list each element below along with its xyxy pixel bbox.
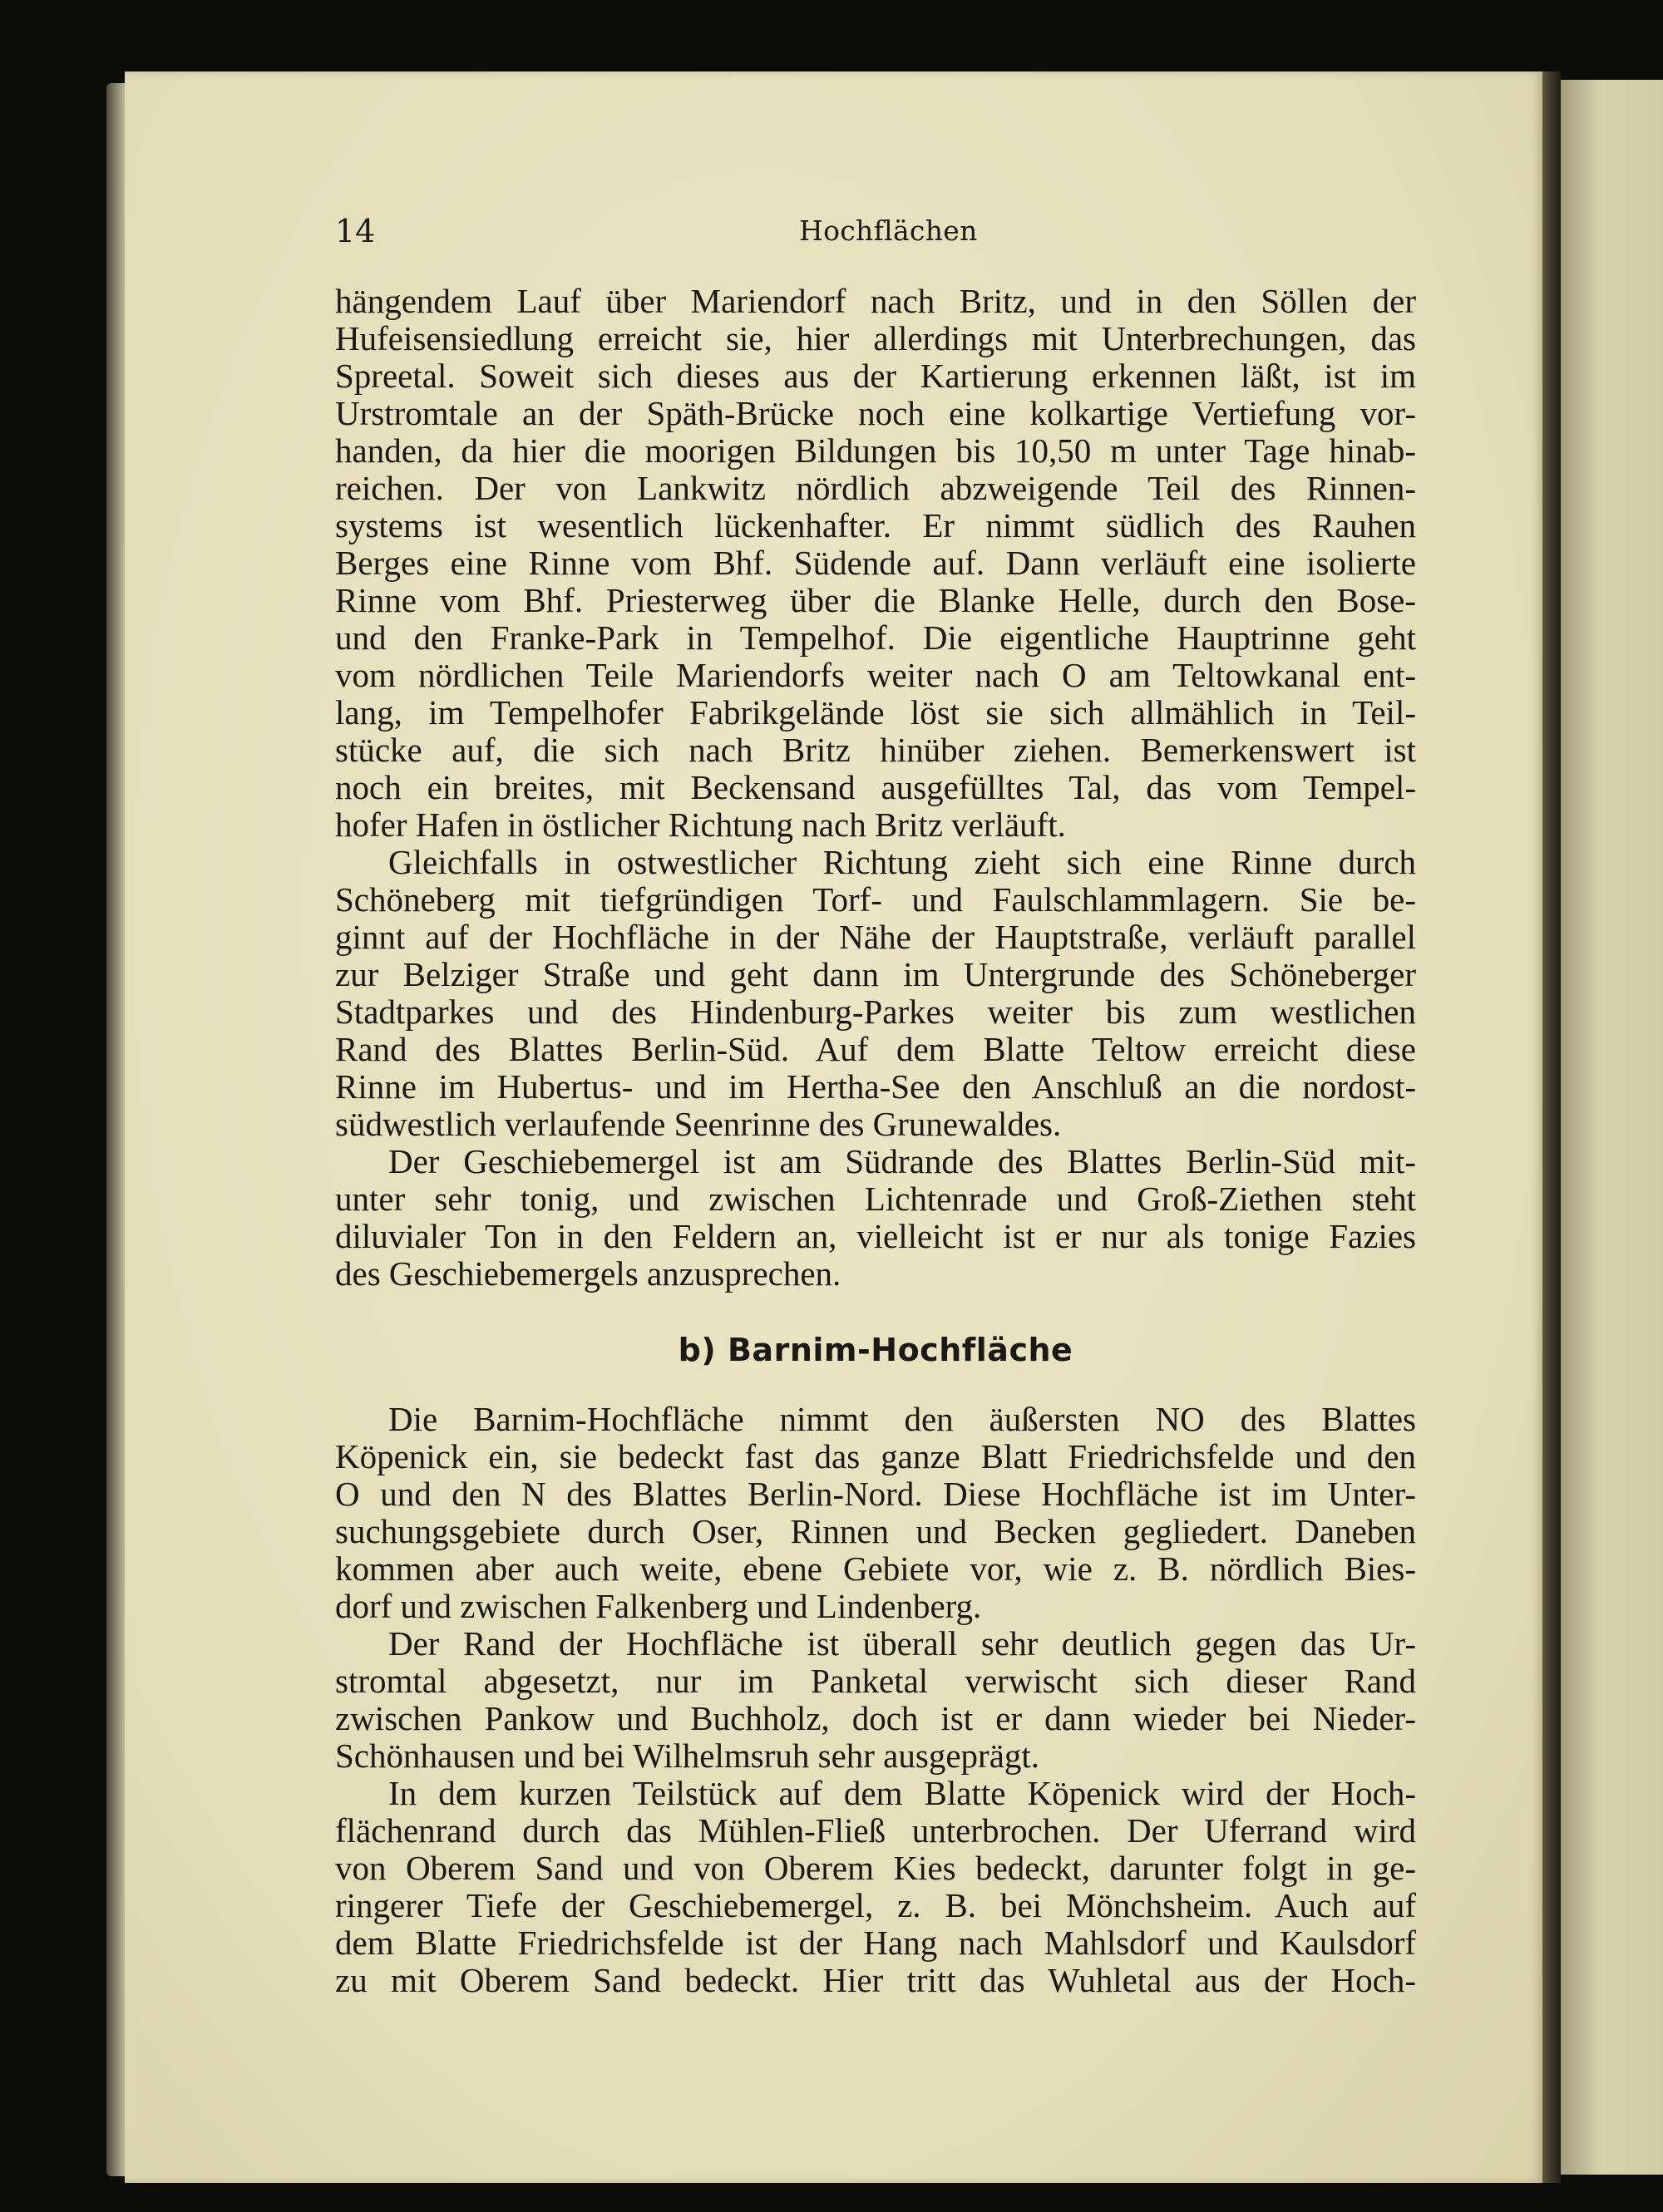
text-line: ringerer Tiefe der Geschiebemergel, z. B. bei Mönchsheim. Auch auf (335, 1886, 1416, 1924)
text-line: südwestlich verlaufende Seenrinne des Grunewaldes. (335, 1105, 1062, 1143)
facing-page (1561, 80, 1663, 2175)
text-line: Rand des Blattes Berlin-Süd. Auf dem Blatte Teltow erreicht diese (335, 1030, 1416, 1068)
text-line: reichen. Der von Lankwitz nördlich abzweigende Teil des Rinnen- (335, 469, 1416, 507)
text-line: Rinne vom Bhf. Priesterweg über die Blanke Helle, durch den Bose- (335, 581, 1416, 619)
body-text (335, 283, 1416, 1999)
text-line: dorf und zwischen Falkenberg und Lindenberg. (335, 1587, 982, 1625)
text-line: und den Franke-Park in Tempelhof. Die eigentliche Hauptrinne geht (335, 618, 1416, 657)
text-line: stücke auf, die sich nach Britz hinüber ziehen. Bemerkenswert ist (335, 731, 1416, 769)
page-number: 14 (335, 213, 376, 249)
text-line: zur Belziger Straße und geht dann im Untergrunde des Schöneberger (335, 955, 1416, 993)
text-line: Urstromtale an der Späth-Brücke noch eine kolkartige Vertiefung vor- (335, 394, 1416, 432)
text-line: Gleichfalls in ostwestlicher Richtung zieht sich eine Rinne durch (388, 843, 1416, 881)
text-line: Berges eine Rinne vom Bhf. Südende auf. Dann verläuft eine isolierte (335, 544, 1416, 582)
text-line: zwischen Pankow und Buchholz, doch ist er dann wieder bei Nieder- (335, 1699, 1416, 1737)
text-line: Köpenick ein, sie bedeckt fast das ganze Blatt Friedrichsfelde und den (335, 1437, 1416, 1475)
running-title: Hochflächen (799, 214, 978, 247)
text-line: Spreetal. Soweit sich dieses aus der Kartierung erkennen läßt, ist im (335, 357, 1416, 395)
text-line: Der Geschiebemergel ist am Südrande des Blattes Berlin-Süd mit- (388, 1142, 1416, 1180)
text-line: systems ist wesentlich lückenhafter. Er nimmt südlich des Rauhen (335, 506, 1416, 544)
paragraph (335, 844, 1416, 1143)
text-line: Schöneberg mit tiefgründigen Torf- und Faulschlammlagern. Sie be- (335, 880, 1416, 919)
text-line: von Oberem Sand und von Oberem Kies bedeckt, darunter folgt in ge- (335, 1849, 1416, 1887)
text-line: Rinne im Hubertus- und im Hertha-See den Anschluß an die nordost- (335, 1067, 1416, 1106)
text-line: Der Rand der Hochfläche ist überall sehr deutlich gegen das Ur- (388, 1624, 1416, 1663)
text-line: flächenrand durch das Mühlen-Fließ unterbrochen. Der Uferrand wird (335, 1811, 1416, 1850)
text-line: noch ein breites, mit Beckensand ausgefülltes Tal, das vom Tempel- (335, 768, 1416, 806)
text-line: vom nördlichen Teile Mariendorfs weiter nach O am Teltowkanal ent- (335, 656, 1416, 694)
paragraph (335, 1401, 1416, 1625)
paragraph (335, 1625, 1416, 1775)
text-line: In dem kurzen Teilstück auf dem Blatte Köpenick wird der Hoch- (388, 1774, 1416, 1812)
text-line: Hufeisensiedlung erreicht sie, hier allerdings mit Unterbrechungen, das (335, 319, 1416, 357)
paragraph (335, 283, 1416, 844)
text-line: hofer Hafen in östlicher Richtung nach Britz verläuft. (335, 805, 1066, 844)
text-line: O und den N des Blattes Berlin-Nord. Diese Hochfläche ist im Unter- (335, 1475, 1416, 1513)
text-line: des Geschiebemergels anzusprechen. (335, 1254, 841, 1293)
text-line: Stadtparkes und des Hindenburg-Parkes weiter bis zum westlichen (335, 993, 1416, 1031)
text-line: dem Blatte Friedrichsfelde ist der Hang nach Mahlsdorf und Kaulsdorf (335, 1924, 1416, 1962)
text-line: ginnt auf der Hochfläche in der Nähe der Hauptstraße, verläuft parallel (335, 918, 1416, 956)
text-line: Schönhausen und bei Wilhelmsruh sehr ausgeprägt. (335, 1737, 1040, 1775)
book-spine (1542, 71, 1561, 2183)
paragraph (335, 1775, 1416, 1999)
text-line: stromtal abgesetzt, nur im Panketal verwischt sich dieser Rand (335, 1662, 1416, 1700)
text-line: unter sehr tonig, und zwischen Lichtenrade und Groß-Ziethen steht (335, 1180, 1416, 1218)
text-line: zu mit Oberem Sand bedeckt. Hier tritt das Wuhletal aus der Hoch- (335, 1961, 1416, 1999)
text-line: handen, da hier die moorigen Bildungen bis 10,50 m unter Tage hinab- (335, 431, 1416, 470)
text-line: diluvialer Ton in den Feldern an, vielleicht ist er nur als tonige Fazies (335, 1217, 1416, 1255)
running-head (335, 206, 1416, 256)
text-line: hängendem Lauf über Mariendorf nach Britz, und in den Söllen der (335, 282, 1416, 320)
section-heading: b) Barnim-Hochfläche (678, 1331, 1073, 1368)
text-line: Die Barnim-Hochfläche nimmt den äußersten NO des Blattes (388, 1400, 1416, 1438)
text-line: kommen aber auch weite, ebene Gebiete vor, wie z. B. nördlich Bies- (335, 1549, 1416, 1588)
text-line: suchungsgebiete durch Oser, Rinnen und Becken gegliedert. Daneben (335, 1512, 1416, 1550)
paragraph (335, 1143, 1416, 1293)
text-line: lang, im Tempelhofer Fabrikgelände löst sie sich allmählich in Teil- (335, 693, 1416, 732)
